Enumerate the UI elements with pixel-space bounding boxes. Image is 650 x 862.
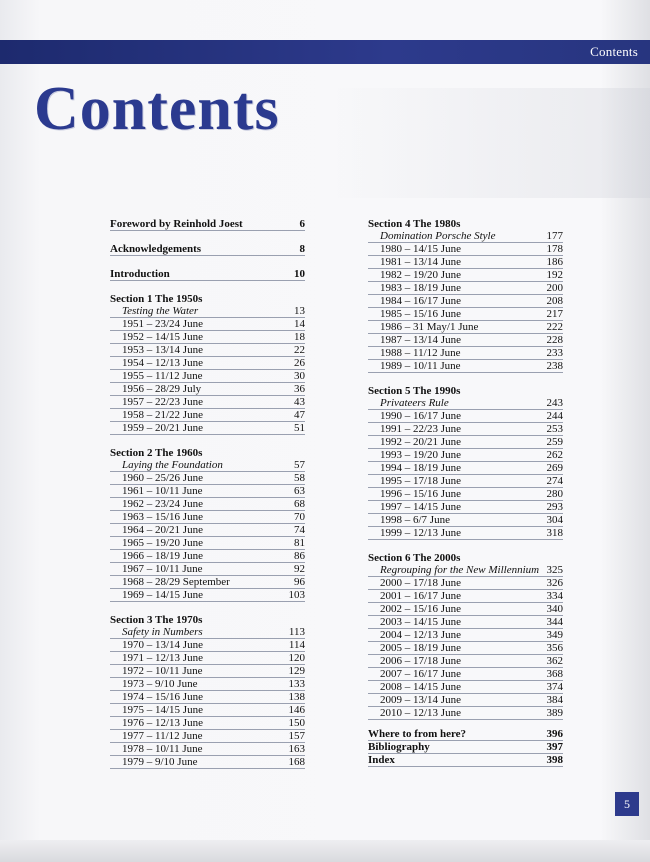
toc-entry: [368, 462, 563, 475]
page-number-badge: [615, 792, 639, 816]
toc-entry-page: 269: [546, 462, 563, 474]
toc-entry-label: 2003 – 14/15 June: [380, 616, 461, 628]
toc-entry: [368, 321, 563, 334]
section-gap: [368, 373, 563, 385]
toc-entry-label: 1997 – 14/15 June: [380, 501, 461, 513]
toc-entry-page: 129: [288, 665, 305, 677]
toc-entry: [368, 347, 563, 360]
toc-entry-page: 47: [294, 409, 305, 421]
toc-entry-label: 1978 – 10/11 June: [122, 743, 203, 755]
toc-entry: [110, 639, 305, 652]
section-gap: [110, 602, 305, 614]
toc-entry-label: 1987 – 13/14 June: [380, 334, 461, 346]
toc-entry-page: 92: [294, 563, 305, 575]
toc-entry: [368, 629, 563, 642]
toc-entry: [110, 589, 305, 602]
toc-entry: [368, 694, 563, 707]
toc-entry-label: 1957 – 22/23 June: [122, 396, 203, 408]
toc-entry-page: 43: [294, 396, 305, 408]
toc-entry-page: 163: [288, 743, 305, 755]
toc-entry-label: 1993 – 19/20 June: [380, 449, 461, 461]
toc-entry-page: 208: [546, 295, 563, 307]
toc-entry: [110, 743, 305, 756]
toc-entry-label: 1959 – 20/21 June: [122, 422, 203, 434]
toc-entry-label: 1965 – 19/20 June: [122, 537, 203, 549]
section-subtitle-page: 113: [288, 626, 305, 638]
toc-entry: [110, 396, 305, 409]
toc-entry-page: 368: [546, 668, 563, 680]
toc-entry: [110, 756, 305, 769]
toc-entry-page: 68: [294, 498, 305, 510]
toc-entry-label: 1991 – 22/23 June: [380, 423, 461, 435]
section-subtitle-row: [368, 230, 563, 243]
toc-entry-label: 1992 – 20/21 June: [380, 436, 461, 448]
toc-entry-label: 1974 – 15/16 June: [122, 691, 203, 703]
section-gap: [368, 540, 563, 552]
toc-entry-page: 344: [546, 616, 563, 628]
toc-entry-page: 96: [294, 576, 305, 588]
toc-entry-page: 14: [294, 318, 305, 330]
toc-entry: [368, 475, 563, 488]
toc-entry-page: 146: [288, 704, 305, 716]
toc-entry-label: 1971 – 12/13 June: [122, 652, 203, 664]
toc-entry-page: 253: [546, 423, 563, 435]
toc-entry-label: 1970 – 13/14 June: [122, 639, 203, 651]
toc-entry-label: 1972 – 10/11 June: [122, 665, 203, 677]
header-banner: [0, 40, 650, 64]
toc-entry-page: 26: [294, 357, 305, 369]
section-subtitle-page: 243: [546, 397, 563, 409]
toc-entry-label: 2000 – 17/18 June: [380, 577, 461, 589]
toc-entry: [110, 678, 305, 691]
toc-entry-label: 1986 – 31 May/1 June: [380, 321, 479, 333]
toc-entry: [368, 360, 563, 373]
toc-entry: [368, 590, 563, 603]
toc-entry: [368, 681, 563, 694]
toc-entry-label: 1979 – 9/10 June: [122, 756, 198, 768]
toc-entry-page: 178: [546, 243, 563, 255]
toc-entry: [368, 295, 563, 308]
toc-entry-page: 228: [546, 334, 563, 346]
toc-entry: [110, 550, 305, 563]
toc-entry-page: 318: [546, 527, 563, 539]
toc-entry-label: 2001 – 16/17 June: [380, 590, 461, 602]
toc-entry-page: 186: [546, 256, 563, 268]
toc-entry-label: 1961 – 10/11 June: [122, 485, 203, 497]
toc-entry: [110, 730, 305, 743]
toc-entry-label: 2002 – 15/16 June: [380, 603, 461, 615]
toc-entry: [110, 691, 305, 704]
page-bottom-edge: [0, 840, 650, 862]
toc-entry-acknowledgements: Acknowledgements 8: [110, 243, 305, 255]
page-number: 5: [624, 796, 630, 811]
toc-entry-page: 150: [288, 717, 305, 729]
toc-entry: [368, 410, 563, 423]
toc-entry-page: 340: [546, 603, 563, 615]
toc-entry: [368, 527, 563, 540]
toc-entry-page: 192: [546, 269, 563, 281]
toc-entry-label: 1982 – 19/20 June: [380, 269, 461, 281]
section-subtitle: Laying the Foundation: [122, 459, 223, 471]
toc-entry-label: 1956 – 28/29 July: [122, 383, 202, 395]
toc-entry-label: 1968 – 28/29 September: [122, 576, 230, 588]
toc-entry-label: 2007 – 16/17 June: [380, 668, 461, 680]
toc-entry-label: 2004 – 12/13 June: [380, 629, 461, 641]
toc-entry-page: 30: [294, 370, 305, 382]
toc-entry: [110, 331, 305, 344]
toc-entry-label: 1969 – 14/15 June: [122, 589, 203, 601]
toc-entry-foreword: Foreword by Reinhold Joest 6: [110, 218, 305, 230]
toc-entry-page: 389: [546, 707, 563, 719]
toc-entry-label: 1998 – 6/7 June: [380, 514, 450, 526]
toc-entry-page: 138: [288, 691, 305, 703]
toc-entry-label: 1953 – 13/14 June: [122, 344, 203, 356]
section-subtitle: Regrouping for the New Millennium: [380, 564, 540, 576]
toc-entry: [368, 308, 563, 321]
toc-entry-page: 86: [294, 550, 305, 562]
toc-entry-page: 217: [546, 308, 563, 320]
toc-entry-page: 18: [294, 331, 305, 343]
toc-entry: [110, 652, 305, 665]
toc-entry: [110, 563, 305, 576]
toc-entry: [110, 422, 305, 435]
toc-entry-page: 362: [546, 655, 563, 667]
toc-entry-page: 157: [288, 730, 305, 742]
toc-entry-label: 2006 – 17/18 June: [380, 655, 461, 667]
toc-entry: [110, 665, 305, 678]
toc-entry-label: 1980 – 14/15 June: [380, 243, 461, 255]
toc-entry-page: 200: [546, 282, 563, 294]
toc-entry-label: 1954 – 12/13 June: [122, 357, 203, 369]
toc-entry: [368, 423, 563, 436]
section-heading: Section 6 The 2000s: [368, 552, 461, 564]
toc-entry-label: 1983 – 18/19 June: [380, 282, 461, 294]
toc-entry: [110, 344, 305, 357]
toc-entry: [110, 357, 305, 370]
section-subtitle: Privateers Rule: [380, 397, 449, 409]
toc-entry-page: 133: [288, 678, 305, 690]
toc-entry-page: 326: [546, 577, 563, 589]
toc-entry: [368, 668, 563, 681]
toc-entry-page: 51: [294, 422, 305, 434]
toc-entry-label: 1975 – 14/15 June: [122, 704, 203, 716]
toc-entry-label: 1994 – 18/19 June: [380, 462, 461, 474]
right-sections: [368, 218, 563, 720]
toc-entry-label: 2010 – 12/13 June: [380, 707, 461, 719]
toc-entry: [368, 501, 563, 514]
toc-entry-page: 103: [288, 589, 305, 601]
toc-entry: [368, 449, 563, 462]
toc-entry-label: 1973 – 9/10 June: [122, 678, 198, 690]
toc-entry: [368, 488, 563, 501]
toc-entry-page: 238: [546, 360, 563, 372]
section-subtitle-row: [110, 626, 305, 639]
toc-entry: [110, 511, 305, 524]
toc-entry: [368, 436, 563, 449]
section-heading: Section 5 The 1990s: [368, 385, 461, 397]
toc-entry-label: 1962 – 23/24 June: [122, 498, 203, 510]
toc-entry-page: 280: [546, 488, 563, 500]
section-subtitle-row: [110, 305, 305, 318]
toc-entry-label: 1976 – 12/13 June: [122, 717, 203, 729]
toc-entry-page: 74: [294, 524, 305, 536]
toc-entry-page: 274: [546, 475, 563, 487]
toc-entry: [368, 256, 563, 269]
toc-entry: [110, 370, 305, 383]
toc-entry: [110, 524, 305, 537]
toc-entry: [368, 334, 563, 347]
section-gap: [110, 435, 305, 447]
toc-entry: [110, 498, 305, 511]
toc-entry-bibliography: Bibliography 397: [368, 741, 563, 753]
toc-entry-page: 168: [288, 756, 305, 768]
toc-entry-label: 1989 – 10/11 June: [380, 360, 461, 372]
toc-entry-label: 1984 – 16/17 June: [380, 295, 461, 307]
show-through-shadow: [335, 88, 650, 198]
toc-entry-page: 233: [546, 347, 563, 359]
section-subtitle-page: 13: [294, 305, 305, 317]
toc-entry: [110, 318, 305, 331]
toc-entry-label: 1963 – 15/16 June: [122, 511, 203, 523]
toc-entry-label: 1966 – 18/19 June: [122, 550, 203, 562]
toc-entry: [368, 642, 563, 655]
toc-entry-page: 356: [546, 642, 563, 654]
toc-entry-label: 1951 – 23/24 June: [122, 318, 203, 330]
toc-entry: [368, 655, 563, 668]
toc-entry-page: 63: [294, 485, 305, 497]
toc-entry-label: 2005 – 18/19 June: [380, 642, 461, 654]
toc-entry: [110, 704, 305, 717]
toc-entry-page: 293: [546, 501, 563, 513]
toc-entry: [110, 485, 305, 498]
contents-right-column: [368, 218, 563, 767]
toc-entry-page: 384: [546, 694, 563, 706]
section-subtitle-row: [368, 564, 563, 577]
toc-entry-label: 2008 – 14/15 June: [380, 681, 461, 693]
toc-entry-page: 22: [294, 344, 305, 356]
toc-entry-page: 120: [288, 652, 305, 664]
toc-entry-page: 244: [546, 410, 563, 422]
section-heading: Section 3 The 1970s: [110, 614, 203, 626]
toc-entry-label: 1988 – 11/12 June: [380, 347, 461, 359]
toc-entry-page: 36: [294, 383, 305, 395]
toc-entry: [368, 514, 563, 527]
section-subtitle-page: 177: [546, 230, 563, 242]
section-subtitle-row: [110, 459, 305, 472]
toc-entry-label: 1964 – 20/21 June: [122, 524, 203, 536]
toc-entry-index: Index 398: [368, 754, 563, 766]
section-heading: Section 2 The 1960s: [110, 447, 203, 459]
toc-entry-page: 334: [546, 590, 563, 602]
toc-entry: [368, 243, 563, 256]
left-sections: [110, 293, 305, 769]
toc-entry-label: 2009 – 13/14 June: [380, 694, 461, 706]
toc-entry: [110, 383, 305, 396]
toc-entry: [110, 472, 305, 485]
toc-entry: [368, 282, 563, 295]
toc-entry: [110, 409, 305, 422]
toc-entry-page: 114: [288, 639, 305, 651]
toc-entry-label: 1967 – 10/11 June: [122, 563, 203, 575]
section-subtitle-page: 57: [294, 459, 305, 471]
toc-entry: [368, 269, 563, 282]
toc-entry-page: 81: [294, 537, 305, 549]
toc-entry-label: 1977 – 11/12 June: [122, 730, 203, 742]
toc-entry-page: 349: [546, 629, 563, 641]
section-subtitle: Safety in Numbers: [122, 626, 203, 638]
toc-entry: [368, 603, 563, 616]
toc-entry: [110, 576, 305, 589]
toc-entry-label: 1955 – 11/12 June: [122, 370, 203, 382]
toc-entry: [368, 577, 563, 590]
section-heading: Section 4 The 1980s: [368, 218, 461, 230]
section-subtitle: Testing the Water: [122, 305, 199, 317]
banner-label: Contents: [590, 44, 638, 59]
toc-entry-label: 1996 – 15/16 June: [380, 488, 461, 500]
toc-entry-page: 58: [294, 472, 305, 484]
toc-entry-introduction: Introduction 10: [110, 268, 305, 280]
toc-entry-page: 262: [546, 449, 563, 461]
toc-entry-label: 1999 – 12/13 June: [380, 527, 461, 539]
toc-entry: [368, 707, 563, 720]
toc-entry-label: 1960 – 25/26 June: [122, 472, 203, 484]
toc-entry: [110, 717, 305, 730]
toc-entry-page: 70: [294, 511, 305, 523]
section-subtitle: Domination Porsche Style: [380, 230, 496, 242]
toc-entry-where-to: Where to from here? 396: [368, 728, 563, 740]
toc-entry-label: 1958 – 21/22 June: [122, 409, 203, 421]
toc-entry: [110, 537, 305, 550]
toc-entry-page: 222: [546, 321, 563, 333]
section-subtitle-row: [368, 397, 563, 410]
toc-entry-page: 304: [546, 514, 563, 526]
toc-entry-page: 259: [546, 436, 563, 448]
toc-entry-label: 1995 – 17/18 June: [380, 475, 461, 487]
toc-entry: [368, 616, 563, 629]
section-subtitle-page: 325: [546, 564, 563, 576]
toc-entry-label: 1952 – 14/15 June: [122, 331, 203, 343]
toc-entry-page: 374: [546, 681, 563, 693]
toc-entry-label: 1981 – 13/14 June: [380, 256, 461, 268]
toc-entry-label: 1990 – 16/17 June: [380, 410, 461, 422]
toc-entry-label: 1985 – 15/16 June: [380, 308, 461, 320]
page-title: Contents: [34, 75, 280, 143]
contents-left-column: [110, 218, 305, 769]
section-heading: Section 1 The 1950s: [110, 293, 203, 305]
